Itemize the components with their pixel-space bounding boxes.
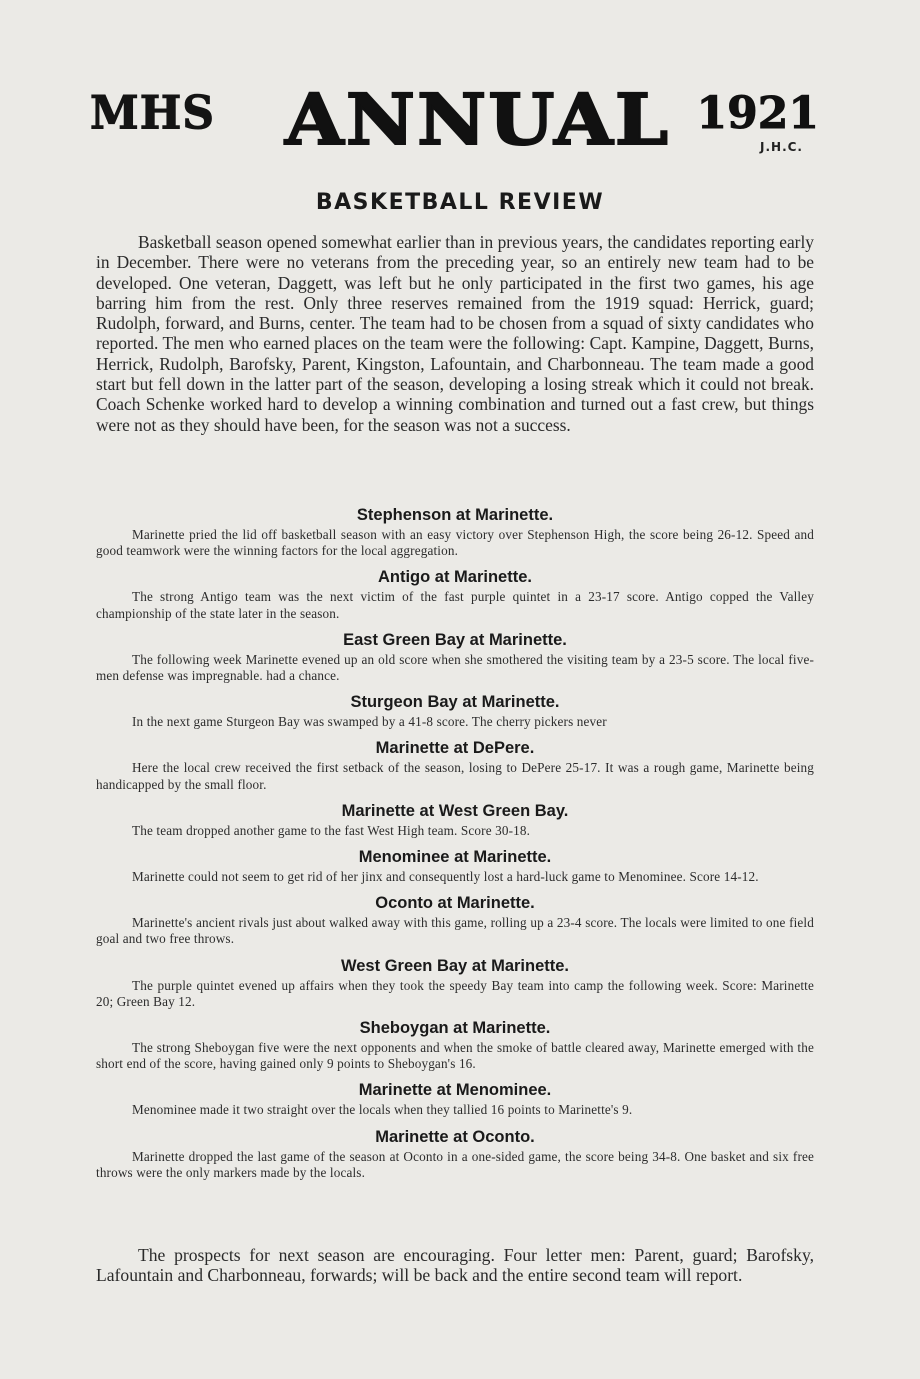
- masthead-year: 1921: [696, 88, 819, 139]
- game-heading: Sturgeon Bay at Marinette.: [350, 693, 560, 712]
- game-heading: Antigo at Marinette.: [377, 568, 532, 587]
- game-entry: [96, 505, 814, 559]
- game-entry: [96, 847, 814, 885]
- game-entry: [96, 692, 814, 730]
- masthead: [90, 78, 825, 163]
- game-text: The strong Sheboygan five were the next opponents and when the smoke of battle cleared away, Marinette emerged with the short end of the score, having gained only 9 points to Sheboygan's 16.: [96, 1040, 814, 1072]
- game-entry: [96, 956, 814, 1010]
- game-heading: Marinette at West Green Bay.: [341, 801, 569, 820]
- game-heading: Marinette at DePere.: [375, 739, 535, 758]
- game-entry: [96, 1018, 814, 1072]
- game-heading: Marinette at Oconto.: [375, 1127, 535, 1146]
- game-text: In the next game Sturgeon Bay was swamped by a 41-8 score. The cherry pickers never: [132, 714, 607, 730]
- game-heading: Marinette at Menominee.: [358, 1081, 552, 1100]
- game-heading: Sheboygan at Marinette.: [359, 1019, 551, 1038]
- game-text: Marinette pried the lid off basketball season with an easy victory over Stephenson High, the score being 26-12. Speed and good teamwork were the winning factors for the local aggregation.: [96, 527, 814, 559]
- game-text: The strong Antigo team was the next victim of the fast purple quintet in a 23-17 score. Antigo copped the Valley championship of the state later in the season.: [96, 589, 814, 621]
- masthead-initials: J.H.C.: [760, 140, 803, 154]
- game-entry: [96, 1080, 814, 1118]
- game-heading: West Green Bay at Marinette.: [340, 956, 570, 975]
- masthead-title: ANNUAL: [285, 78, 671, 161]
- game-text: The following week Marinette evened up an old score when she smothered the visiting team by a 23-5 score. The local five-men defense was impregnable. had a chance.: [96, 651, 814, 684]
- game-text: Here the local crew received the first setback of the season, losing to DePere 25-17. It was a rough game, Marinette being handicapped by the small floor.: [96, 760, 814, 792]
- game-list: [96, 505, 814, 1189]
- game-entry: [96, 567, 814, 621]
- game-entry: [96, 801, 814, 839]
- intro-paragraph: Basketball season opened somewhat earlier than in previous years, the candidates reporting early in December. There were no veterans from the preceding year, so an entirely new team had to be developed. One veteran, Daggett, was left but he only participated in the first two games, his age barring him from the rest. Only three reserves remained from the 1919 squad: Herrick, guard; Rudolph, forward, and Burns, center. The team had to be chosen from a squad of sixty candidates who reported. The men who earned places on the team were the following: Capt. Kampine, Daggett, Burns, Herrick, Rudolph, Barofsky, Parent, Kingston, Lafountain, and Charbonneau. The team made a good start but fell down in the latter part of the season, developing a losing streak which it could not break. Coach Schenke worked hard to develop a winning combination and turned out a fast crew, but things were not as they should have been, for the season was not a success.: [96, 232, 814, 435]
- game-entry: [96, 630, 814, 684]
- game-heading: East Green Bay at Marinette.: [343, 630, 567, 649]
- game-text: Menominee made it two straight over the locals when they tallied 16 points to Marinette's 9.: [132, 1102, 633, 1118]
- closing-paragraph: The prospects for next season are encouraging. Four letter men: Parent, guard; Barofsky, Lafountain and Charbonneau, forwards; will be back and the entire second team will report.: [96, 1245, 814, 1286]
- game-heading: Stephenson at Marinette.: [356, 506, 554, 524]
- game-heading: Oconto at Marinette.: [375, 894, 535, 913]
- masthead-school: MHS: [90, 86, 216, 141]
- game-entry: [96, 1127, 814, 1181]
- game-text: Marinette dropped the last game of the season at Oconto in a one-sided game, the score being 34-8. One basket and six free throws were the only markers made by the locals.: [96, 1148, 814, 1180]
- game-heading: Menominee at Marinette.: [358, 848, 552, 867]
- game-entry: [96, 893, 814, 947]
- game-text: The purple quintet evened up affairs when they took the speedy Bay team into camp the following week. Score: Marinette 20; Green Bay 12.: [96, 977, 814, 1009]
- game-text: The team dropped another game to the fast West High team. Score 30-18.: [132, 822, 531, 838]
- game-entry: [96, 738, 814, 792]
- page-title: BASKETBALL REVIEW: [315, 190, 605, 215]
- game-text: Marinette's ancient rivals just about walked away with this game, rolling up a 23-4 score. The locals were limited to one field goal and two free throws.: [96, 915, 814, 947]
- game-text: Marinette could not seem to get rid of her jinx and consequently lost a hard-luck game to Menominee. Score 14-12.: [132, 869, 759, 885]
